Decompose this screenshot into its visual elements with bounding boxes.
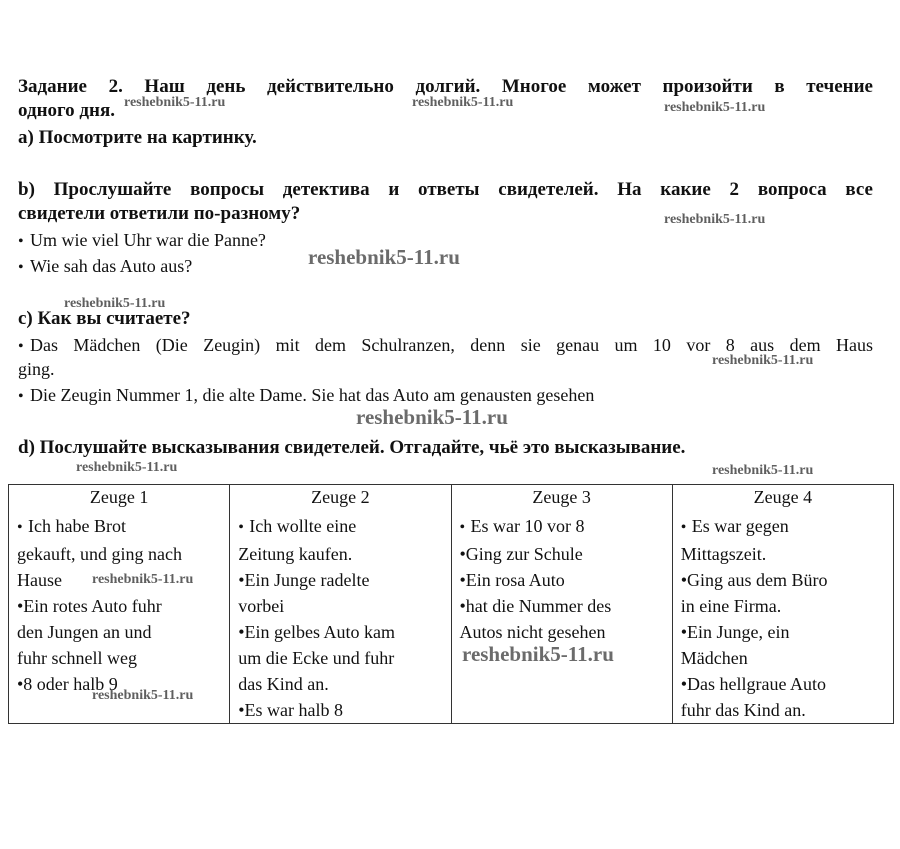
bullet-icon: • [18,338,24,355]
section-c-answer-1-line2: ging. [18,359,55,379]
section-b-line2: свидетели ответили по-разному? [18,203,301,224]
watermark: reshebnik5-11.ru [664,100,766,115]
cell-line: •Ein gelbes Auto kam [238,622,396,642]
header-witness-2: Zeuge 2 [230,485,451,510]
cell-line: •Es war halb 8 [238,700,344,720]
cell-line: in eine Firma. [680,596,782,616]
cell-line: •8 oder halb 9 [17,674,118,694]
header-witness-4: Zeuge 4 [672,485,893,510]
question-text: Um wie viel Uhr war die Panne? [30,230,266,250]
cell-line: vorbei [238,596,285,616]
cell-line: •Ein rotes Auto fuhr [17,596,162,616]
task-heading-line1: Задание 2. Наш день действительно долгий. Многое может произойти в течение [18,76,873,97]
cell-line: •Ging zur Schule [459,544,583,564]
witness-4-cell [672,509,893,724]
bullet-icon: • [459,519,466,536]
section-b-question-2 [18,255,192,279]
cell-line: •Das hellgraue Auto [680,674,827,694]
watermark: reshebnik5-11.ru [712,353,814,368]
section-a: а) Посмотрите на картинку. [18,127,257,148]
answer-text: Das Mädchen (Die Zeugin) mit dem Schulranzen, denn sie genau um 10 vor 8 aus dem Haus [30,335,873,355]
cell-line: Es war gegen [691,516,789,536]
cell-line: •Ein rosa Auto [459,570,565,590]
bullet-icon: • [17,519,23,536]
cell-line: fuhr schnell weg [17,648,137,668]
watermark: reshebnik5-11.ru [124,95,226,110]
section-b-line1: b) Прослушайте вопросы детектива и ответы свидетелей. На какие 2 вопроса все [18,179,873,200]
watermark: reshebnik5-11.ru [92,572,194,587]
header-witness-3: Zeuge 3 [451,485,672,510]
section-d: d) Послушайте высказывания свидетелей. Отгадайте, чьё это высказывание. [18,437,686,458]
cell-line: fuhr das Kind an. [680,700,806,720]
watermark-large: reshebnik5-11.ru [308,245,460,269]
cell-line: •Ein Junge radelte [238,570,370,590]
watermark: reshebnik5-11.ru [76,460,178,475]
bullet-icon: • [18,388,24,405]
watermark: reshebnik5-11.ru [92,688,194,703]
answer-text: Die Zeugin Nummer 1, die alte Dame. Sie hat das Auto am genausten gesehen [30,385,595,405]
bullet-icon: • [238,519,244,536]
watermark-large: reshebnik5-11.ru [462,642,614,666]
watermark: reshebnik5-11.ru [64,296,166,311]
cell-line: Ich wollte eine [249,516,357,536]
watermark: reshebnik5-11.ru [664,212,766,227]
watermark: reshebnik5-11.ru [712,463,814,478]
cell-line: Mittagszeit. [680,544,767,564]
task-heading-line2: одного дня. [18,100,116,121]
cell-line: Ich habe Brot [28,516,126,536]
question-text: Wie sah das Auto aus? [30,256,193,276]
bullet-icon: • [18,259,24,276]
witness-2-cell [230,509,451,724]
cell-line: den Jungen an und [17,622,152,642]
cell-line: Mädchen [680,648,748,668]
cell-line: •hat die Nummer des [459,596,612,616]
cell-line: Zeitung kaufen. [238,544,353,564]
cell-line: gekauft, und ging nach [17,544,182,564]
cell-line: um die Ecke und fuhr [238,648,395,668]
witness-3-cell [451,509,672,724]
table-header-row [9,485,894,510]
header-witness-1: Zeuge 1 [9,485,230,510]
cell-line: •Ging aus dem Büro [680,570,828,590]
cell-line: Hause [17,570,62,590]
watermark-large: reshebnik5-11.ru [356,405,508,429]
bullet-icon: • [18,233,24,250]
section-c: с) Как вы считаете? [18,308,191,329]
bullet-icon: • [680,519,687,536]
cell-line: das Kind an. [238,674,329,694]
watermark: reshebnik5-11.ru [412,95,514,110]
section-b-question-1 [18,229,266,253]
cell-line: Autos nicht gesehen [459,622,606,642]
cell-line: •Ein Junge, ein [680,622,790,642]
cell-line: Es war 10 vor 8 [470,516,585,536]
